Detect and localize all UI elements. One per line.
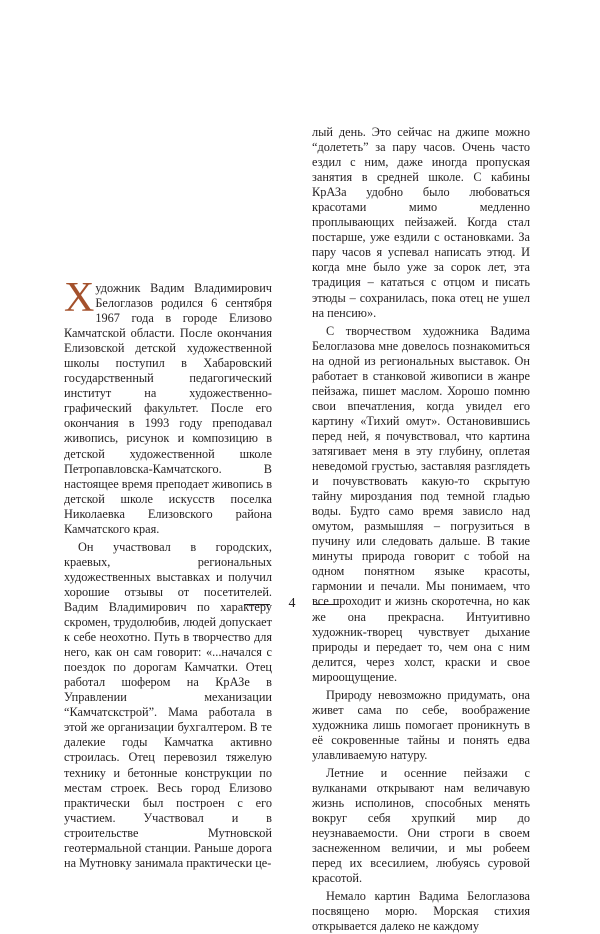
article-paragraph: С творчеством художника Вадима Белоглазова мне довелось познакомиться на одной из региональных выставок. Он работает в станковой живописи в жанре пейзажа, пишет маслом. Хорошо помню свои впечатления, когда увидел его картину «Тихий омут». Остановившись перед ней, я почувствовал, что картина затягивает меня в эту глубину, оплетая неведомой грустью, заставляя разглядеть и почувствовать какую-то скрытую тайну мироздания под темной гладью воды. Будто само время зависло над омутом, размышляя – погрузиться в пучину или следовать дальше. В такие минуты природа говорит с тобой на одном понятном языке красоты, гармонии и печали. Мы понимаем, что все проходит и жизнь скоротечна, но как же она прекрасна. Интуитивно художник-творец чувствует дыхание природы и передает то, чем она с ним делится, через холст, краски и свое мироощущение. [312, 323, 530, 684]
article-paragraph: Немало картин Вадима Белоглазова посвящено морю. Морская стихия открывается далеко не каждому [312, 889, 530, 934]
article-column-left [64, 275, 272, 871]
footer-divider-right [313, 604, 339, 605]
page-number: 4 [288, 596, 296, 611]
article-paragraph [64, 275, 272, 537]
paragraph-text: удожник Вадим Владимирович Белоглазов родился 6 сентября 1967 года в городе Елизово Камчатской области. После окончания Елизовской детской художественной школы поступил в Хабаровский государственный педагогический институт на художественно-графический факультет. После его окончания в 1993 году преподавал живопись, рисунок и композицию в детской художественной школе Петропавловска-Камчатского. В настоящее время преподает живопись в детской школе искусств поселка Николаевка Елизовского района Камчатского края. [64, 281, 272, 536]
article-paragraph: Он участвовал в городских, краевых, региональных художественных выставках и получил хорошие отзывы от посетителей. Вадим Владимирович по характеру скромен, трудолюбив, людей допускает к себе неохотно. Путь в творчество для него, как он сам говорит: «...начался с поездок по дорогам Камчатки. Отец работал шофером на КрАЗе в Управлении механизации “Камчатскстрой”. Мама работала в этой же организации бухгалтером. В те далекие годы Камчатка активно строилась. Отец перевозил тяжелую технику и бетонные конструкции по местам строек. Весь город Елизово практически был построен с его участием. Участвовал и в строительстве Мутновской геотермальной станции. Раньше дорога на Мутновку занимала практически це- [64, 539, 272, 870]
drop-cap: Х [64, 275, 95, 321]
article-paragraph: лый день. Это сейчас на джипе можно “долететь” за пару часов. Очень часто ездил с ним, даже иногда пропуская занятия в средней школе. С кабины КрАЗа удобно было любоваться красотами мимо медленно проплывающих пейзажей. Когда стал постарше, уже ездили с остановками. За пару часов я успевал написать этюд. И когда мне было уже за сорок лет, эта традиция – кататься с отцом и писать этюды – сохранилась, пока отец не ушел на пенсию». [312, 125, 530, 320]
article-paragraph: Летние и осенние пейзажи с вулканами открывают нам величавую жизнь исполинов, способных менять вокруг себя хрупкий мир до неузнаваемости. Они строги в своем заснеженном величии, и мы робеем перед их всесилием, любуясь суровой красотой. [312, 765, 530, 886]
article-column-right [312, 125, 530, 934]
article-paragraph: Природу невозможно придумать, она живет сама по себе, воображение художника лишь помогает проникнуть в её сокровенные тайны и понять едва улавливаемую натуру. [312, 687, 530, 762]
footer-divider-left [244, 604, 270, 605]
page-footer [0, 596, 600, 616]
